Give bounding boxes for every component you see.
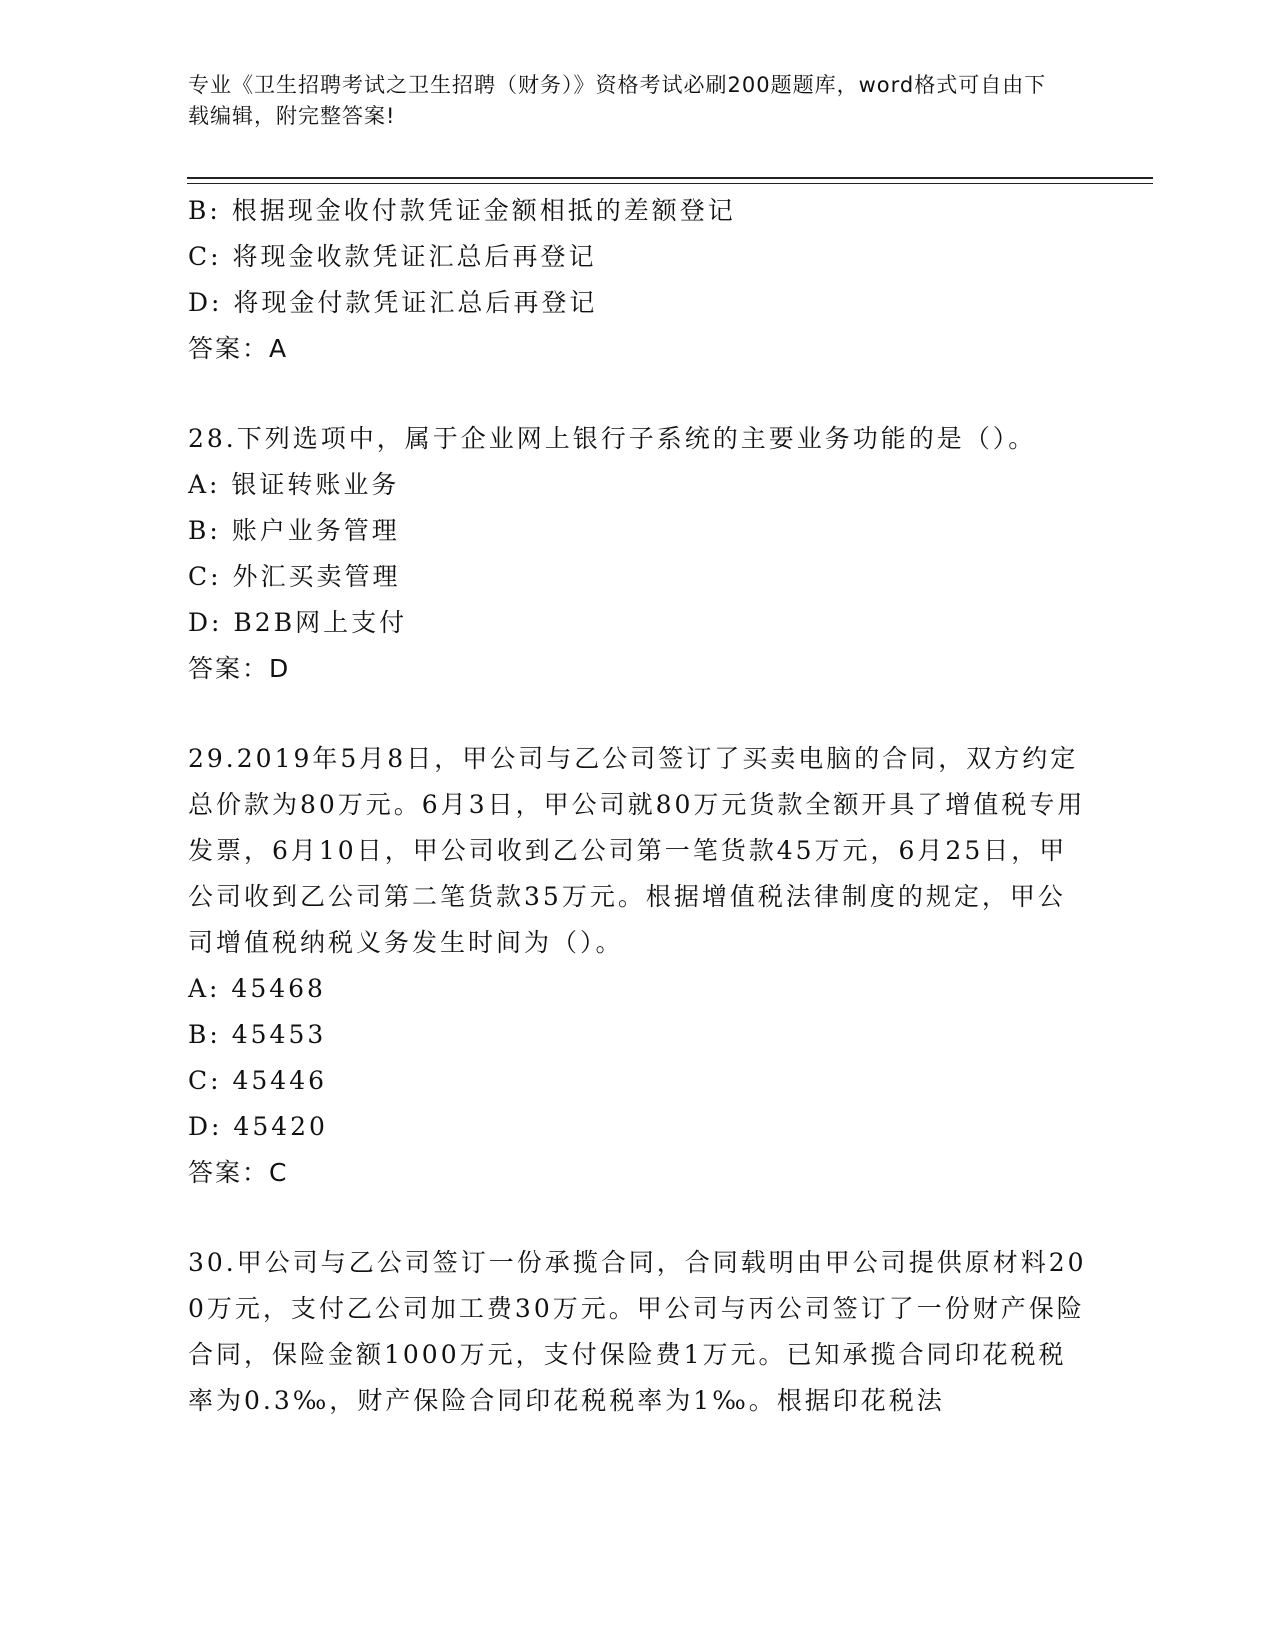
question-27-tail <box>188 188 1088 372</box>
answer-line: 答案：A <box>188 334 289 363</box>
header-divider <box>187 177 1153 184</box>
question-stem: 30.甲公司与乙公司签订一份承揽合同，合同载明由甲公司提供原材料200万元，支付乙公司加工费30万元。甲公司与丙公司签订了一份财产保险合同，保险金额1000万元，支付保险费1万元。已知承揽合同印花税税率为0.3‰，财产保险合同印花税税率为1‰。根据印花税法 <box>188 1248 1087 1415</box>
option-d: D: 45420 <box>188 1112 328 1141</box>
question-29 <box>188 736 1088 1196</box>
option-a: A: 45468 <box>188 974 326 1003</box>
option-b: B: 根据现金收付款凭证金额相抵的差额登记 <box>188 196 736 225</box>
question-stem: 28.下列选项中，属于企业网上银行子系统的主要业务功能的是（）。 <box>188 424 1037 453</box>
answer-line: 答案：C <box>188 1158 289 1187</box>
question-28 <box>188 416 1088 692</box>
option-b: B: 45453 <box>188 1020 327 1049</box>
option-b: B: 账户业务管理 <box>188 516 400 545</box>
question-stem: 29.2019年5月8日，甲公司与乙公司签订了买卖电脑的合同，双方约定总价款为80万元。6月3日，甲公司就80万元货款全额开具了增值税专用发票，6月10日，甲公司收到乙公司第一笔货款45万元，6月25日，甲公司收到乙公司第二笔货款35万元。根据增值税法律制度的规定，甲公司增值税纳税义务发生时间为（）。 <box>188 744 1086 957</box>
option-d: D: 将现金付款凭证汇总后再登记 <box>188 288 598 317</box>
option-a: A: 银证转账业务 <box>188 470 400 499</box>
answer-line: 答案：D <box>188 654 291 683</box>
option-c: C: 外汇买卖管理 <box>188 562 401 591</box>
page-header: 专业《卫生招聘考试之卫生招聘（财务）》资格考试必刷200题题库，word格式可自由下载编辑，附完整答案! <box>188 73 1047 128</box>
question-content <box>188 188 1088 1424</box>
option-d: D: B2B网上支付 <box>188 608 408 637</box>
option-c: C: 45446 <box>188 1066 328 1095</box>
question-30 <box>188 1240 1088 1424</box>
option-c: C: 将现金收款凭证汇总后再登记 <box>188 242 597 271</box>
